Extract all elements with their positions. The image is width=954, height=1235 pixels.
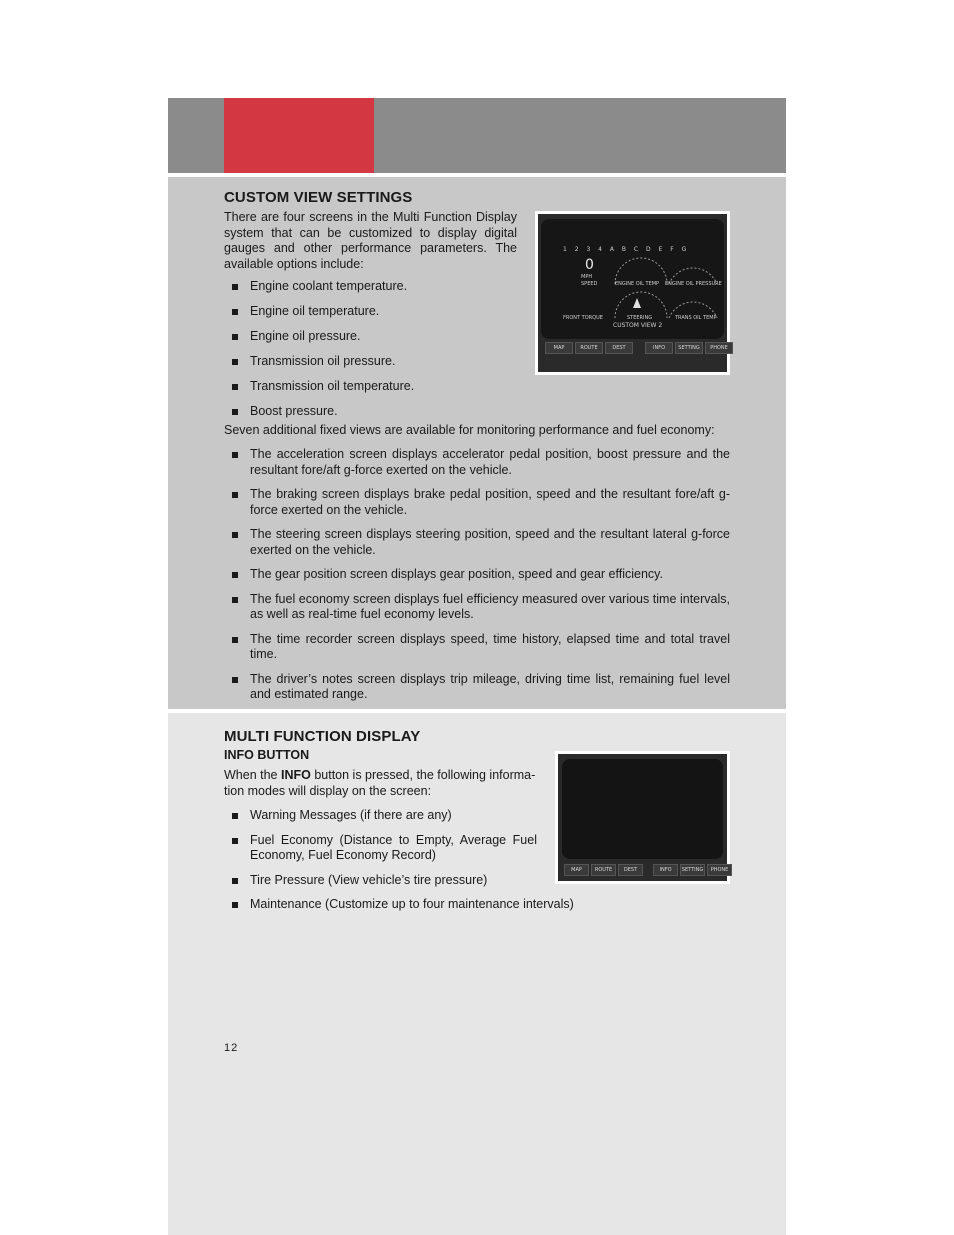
phone-button[interactable]: PHONE (705, 342, 733, 354)
fixed-views-intro: Seven additional fixed views are available for monitoring performance and fuel economy: (224, 423, 715, 437)
section-subtitle-info-button: INFO BUTTON (224, 748, 310, 762)
custom-view-intro: There are four screens in the Multi Function Display system that can be customized to display digital gauges and other performance parameters. The available options include: (224, 210, 517, 271)
speed-unit: MPH (581, 274, 593, 280)
setting-button[interactable]: SETTING (675, 342, 703, 354)
custom-view-display-image (535, 211, 730, 375)
intro-text: When the (224, 768, 281, 782)
list-item: Engine coolant temperature. (224, 279, 524, 295)
gauge-label: FRONT TORQUE (563, 315, 603, 321)
section-title-multi-function: MULTI FUNCTION DISPLAY (224, 728, 421, 745)
gauge-label: STEERING (627, 315, 653, 321)
header-accent-block (224, 98, 374, 173)
dest-button[interactable]: DEST (605, 342, 633, 354)
route-button[interactable]: ROUTE (575, 342, 603, 354)
info-intro (224, 768, 538, 799)
list-item: The time recorder screen displays speed, time history, elapsed time and total travel time. (224, 632, 730, 663)
display-button-row (545, 342, 733, 354)
display-screen (562, 759, 723, 859)
list-item: The gear position screen displays gear position, speed and gear efficiency. (224, 567, 730, 583)
gauge-label: ENGINE OIL TEMP (615, 281, 660, 287)
map-button[interactable]: MAP (564, 864, 589, 876)
speed-label: SPEED (581, 281, 598, 287)
speed-value: 0 (585, 257, 594, 273)
page-number: 12 (224, 1042, 239, 1054)
list-item: The braking screen displays brake pedal position, speed and the resultant fore/aft g-force exerted on the vehicle. (224, 487, 730, 518)
list-item: Engine oil temperature. (224, 304, 524, 320)
route-button[interactable]: ROUTE (591, 864, 616, 876)
info-display-image (555, 751, 730, 884)
info-button[interactable]: INFO (653, 864, 678, 876)
list-item: The acceleration screen displays accelerator pedal position, boost pressure and the resultant fore/aft g-force exerted on the vehicle. (224, 447, 730, 478)
gauge-label: TRANS OIL TEMP (675, 315, 717, 321)
display-screen (541, 219, 724, 339)
custom-options-list (224, 279, 524, 420)
map-button[interactable]: MAP (545, 342, 573, 354)
phone-button[interactable]: PHONE (707, 864, 732, 876)
list-item: The driver’s notes screen displays trip mileage, driving time list, remaining fuel level and estimated range. (224, 672, 730, 703)
list-item: Transmission oil temperature. (224, 379, 524, 395)
list-item: Tire Pressure (View vehicle’s tire pressure) (224, 873, 537, 889)
intro-text: button is pressed, the following informa-tion modes will display on the screen: (224, 768, 536, 798)
display-button-row (564, 864, 732, 876)
info-button[interactable]: INFO (645, 342, 673, 354)
screen-tabs: 1 2 3 4 A B C D E F G (563, 246, 690, 253)
list-item: The fuel economy screen displays fuel efficiency measured over various time intervals, as well as real-time fuel economy levels. (224, 592, 730, 623)
gauge-label: ENGINE OIL PRESSURE (665, 281, 722, 287)
list-item: Maintenance (Customize up to four maintenance intervals) (224, 897, 650, 913)
setting-button[interactable]: SETTING (680, 864, 705, 876)
list-item: Engine oil pressure. (224, 329, 524, 345)
list-item: Transmission oil pressure. (224, 354, 524, 370)
list-item: Fuel Economy (Distance to Empty, Average Fuel Economy, Fuel Economy Record) (224, 833, 537, 864)
list-item: The steering screen displays steering position, speed and the resultant lateral g-force exerted on the vehicle. (224, 527, 730, 558)
screen-title: CUSTOM VIEW 2 (613, 322, 663, 329)
list-item: Warning Messages (if there are any) (224, 808, 537, 824)
fixed-views-list (224, 447, 730, 703)
intro-bold-info: INFO (280, 768, 311, 782)
info-modes-list (224, 808, 574, 913)
list-item: Boost pressure. (224, 404, 524, 420)
section-title-custom-view: CUSTOM VIEW SETTINGS (224, 189, 413, 206)
dest-button[interactable]: DEST (618, 864, 643, 876)
